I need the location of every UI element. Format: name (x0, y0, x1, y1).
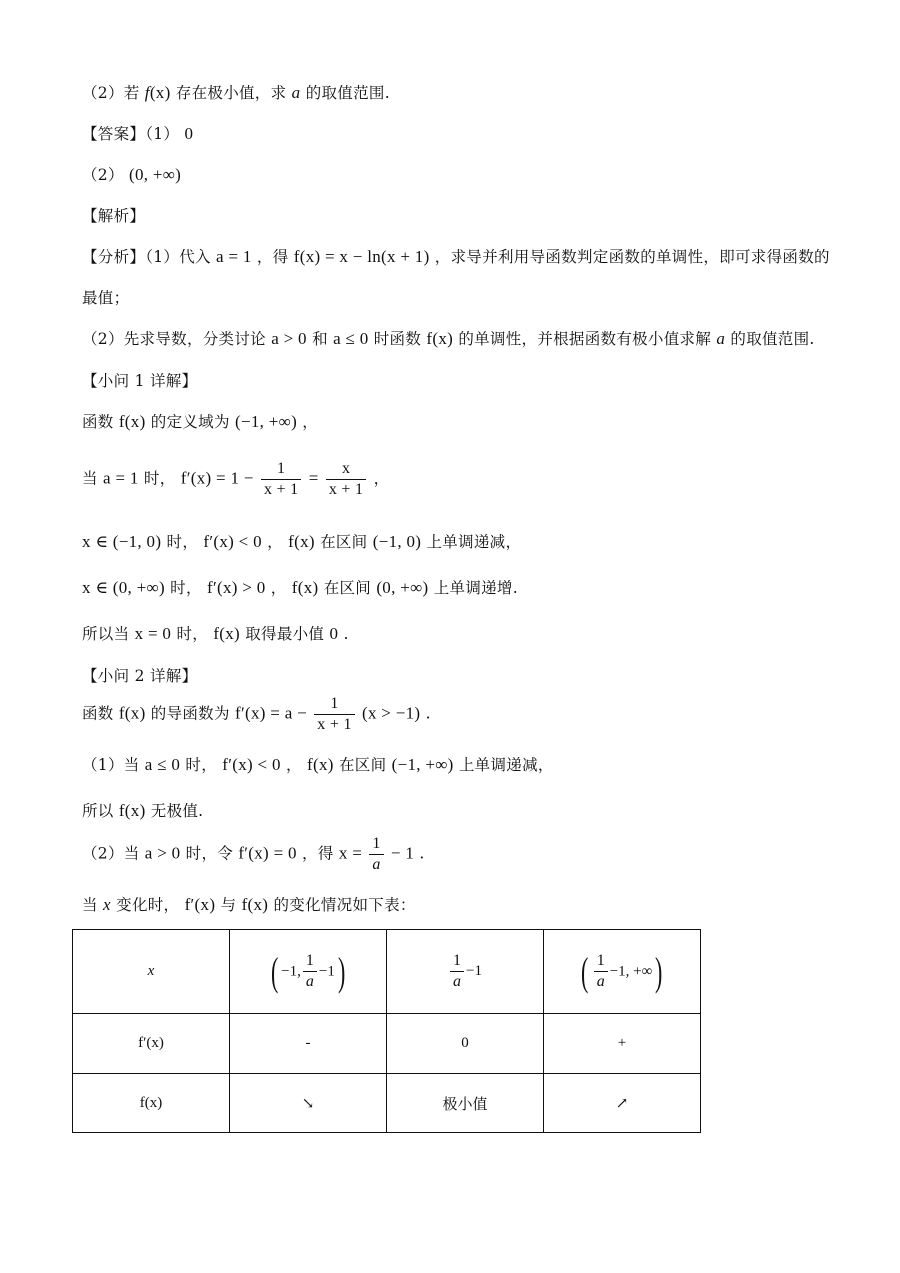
domain-line: 函数 f(x) 的定义域为 (−1, +∞) ， (82, 412, 319, 431)
sub-question-1-heading: 【小问 1 详解】 (82, 372, 198, 390)
answer-part-1: 【答案】（1） 0 (82, 124, 194, 143)
no-extremum-line: 所以 f(x) 无极值. (82, 801, 204, 820)
analysis-line-3: （2）先求导数，分类讨论 a > 0 和 a ≤ 0 时函数 f(x) 的单调性，并根据函数有极小值求解 a 的取值范围. (82, 329, 815, 348)
fraction: $\frac{x}{x + 1}$ (326, 460, 367, 499)
fraction: $\frac{1}{a}$ (369, 835, 383, 874)
derivative-line-1: 当 a = 1 时， f′(x) = 1 − $\frac{1}{x + 1}$ = $\frac{x}{x + 1}$ ， (82, 460, 390, 498)
table-intro-line: 当 x 变化时， f′(x) 与 f(x) 的变化情况如下表： (82, 895, 416, 914)
table-cell: + (544, 1014, 701, 1074)
variation-table (72, 929, 701, 1133)
table-cell: - (230, 1014, 387, 1074)
derivative-line-2: 函数 f(x) 的导函数为 f′(x) = a − $\frac{1}{x + 1}$ (x > −1) . (82, 695, 431, 733)
table-cell-increasing-arrow: ↗ (544, 1074, 701, 1133)
fraction: $\frac{1}{x + 1}$ (314, 695, 355, 734)
answer-part-2: （2） (0, +∞) (82, 165, 182, 184)
table-cell-interval-2: ( $\frac{1}{a}$ −1, +∞) (544, 930, 701, 1014)
table-row (73, 1074, 701, 1133)
table-cell-x-header: x (73, 930, 230, 1014)
table-cell-interval-1: ( −1, $\frac{1}{a}$ −1) (230, 930, 387, 1014)
case-2-line: （2）当 a > 0 时，令 f′(x) = 0 ，得 x = $\frac{1}{a}$ − 1 . (82, 835, 425, 873)
table-cell: 0 (387, 1014, 544, 1074)
analysis-heading: 【解析】 (82, 207, 146, 225)
fraction: $\frac{1}{x + 1}$ (261, 460, 302, 499)
minimum-value-line: 所以当 x = 0 时， f(x) 取得最小值 0 . (82, 624, 349, 643)
increasing-interval-line: x ∈ (0, +∞) 时， f′(x) > 0 ， f(x) 在区间 (0, +∞) 上单调递增. (82, 578, 518, 597)
table-cell-local-minimum: 极小值 (387, 1074, 544, 1133)
decreasing-interval-line: x ∈ (−1, 0) 时， f′(x) < 0 ， f(x) 在区间 (−1, 0) 上单调递减， (82, 532, 522, 551)
table-cell-function-header: f(x) (73, 1074, 230, 1133)
table-row (73, 930, 701, 1014)
table-cell-critical-point: $\frac{1}{a}$ −1 (387, 930, 544, 1014)
table-row (73, 1014, 701, 1074)
table-cell-derivative-header: f′(x) (73, 1014, 230, 1074)
analysis-line-2: 最值； (82, 289, 130, 307)
sub-question-2-heading: 【小问 2 详解】 (82, 667, 198, 685)
table-cell-decreasing-arrow: ↘ (230, 1074, 387, 1133)
analysis-line-1: 【分析】（1）代入 a = 1 ，得 f(x) = x − ln(x + 1) ，求导并利用导函数判定函数的单调性，即可求得函数的 (82, 247, 830, 266)
case-1-line: （1）当 a ≤ 0 时， f′(x) < 0 ， f(x) 在区间 (−1, +∞) 上单调递减， (82, 755, 554, 774)
question-part-2: （2）若 f(x) 存在极小值，求 a 的取值范围. (82, 83, 390, 102)
